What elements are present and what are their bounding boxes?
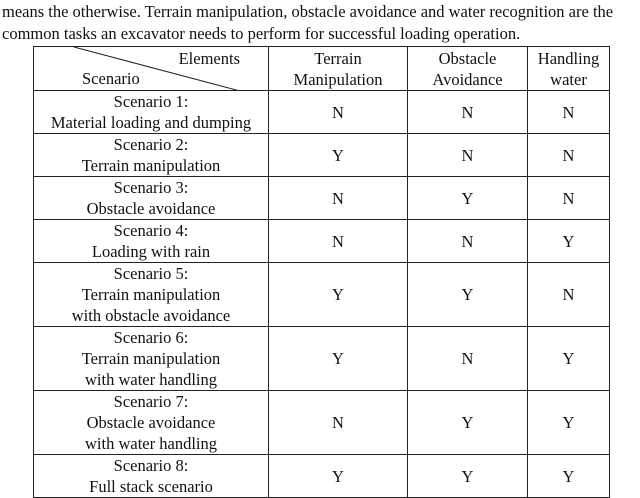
value-cell: Y: [528, 220, 610, 263]
value-cell: Y: [408, 455, 528, 498]
value-cell: Y: [269, 455, 408, 498]
scenario-table: [33, 46, 610, 498]
scenario-label: Scenario: [82, 69, 140, 88]
header-water: Handling water: [528, 47, 610, 91]
value-cell: Y: [408, 263, 528, 327]
value-cell: N: [269, 177, 408, 220]
value-cell: Y: [528, 327, 610, 391]
table-row: [34, 263, 610, 327]
value-cell: Y: [408, 391, 528, 455]
value-cell: N: [408, 327, 528, 391]
value-cell: N: [269, 91, 408, 134]
scenario-cell: Scenario 8: Full stack scenario: [34, 455, 269, 498]
value-cell: Y: [269, 134, 408, 177]
caption-line-2: common tasks an excavator needs to perform for successful loading operation.: [2, 24, 521, 43]
table-row: [34, 455, 610, 498]
value-cell: Y: [408, 177, 528, 220]
value-cell: N: [528, 91, 610, 134]
table-row: [34, 391, 610, 455]
value-cell: N: [408, 134, 528, 177]
value-cell: Y: [269, 327, 408, 391]
scenario-cell: Scenario 3: Obstacle avoidance: [34, 177, 269, 220]
value-cell: Y: [528, 455, 610, 498]
value-cell: Y: [528, 391, 610, 455]
value-cell: N: [269, 391, 408, 455]
table-row: [34, 220, 610, 263]
corner-header: [34, 47, 269, 91]
caption-line-1: means the otherwise. Terrain manipulation, obstacle avoidance and water recognition are the: [2, 2, 614, 21]
table-row: [34, 91, 610, 134]
header-terrain: Terrain Manipulation: [269, 47, 408, 91]
scenario-cell: Scenario 5: Terrain manipulation with obstacle avoidance: [34, 263, 269, 327]
scenario-cell: Scenario 7: Obstacle avoidance with water handling: [34, 391, 269, 455]
elements-label: Elements: [178, 49, 240, 68]
table-row: [34, 134, 610, 177]
table-row: [34, 327, 610, 391]
value-cell: N: [528, 263, 610, 327]
value-cell: Y: [269, 263, 408, 327]
value-cell: N: [528, 134, 610, 177]
table-row: [34, 177, 610, 220]
scenario-cell: Scenario 1: Material loading and dumping: [34, 91, 269, 134]
value-cell: N: [408, 220, 528, 263]
scenario-cell: Scenario 6: Terrain manipulation with water handling: [34, 327, 269, 391]
header-obstacle: Obstacle Avoidance: [408, 47, 528, 91]
scenario-cell: Scenario 4: Loading with rain: [34, 220, 269, 263]
value-cell: N: [269, 220, 408, 263]
value-cell: N: [408, 91, 528, 134]
value-cell: N: [528, 177, 610, 220]
scenario-cell: Scenario 2: Terrain manipulation: [34, 134, 269, 177]
